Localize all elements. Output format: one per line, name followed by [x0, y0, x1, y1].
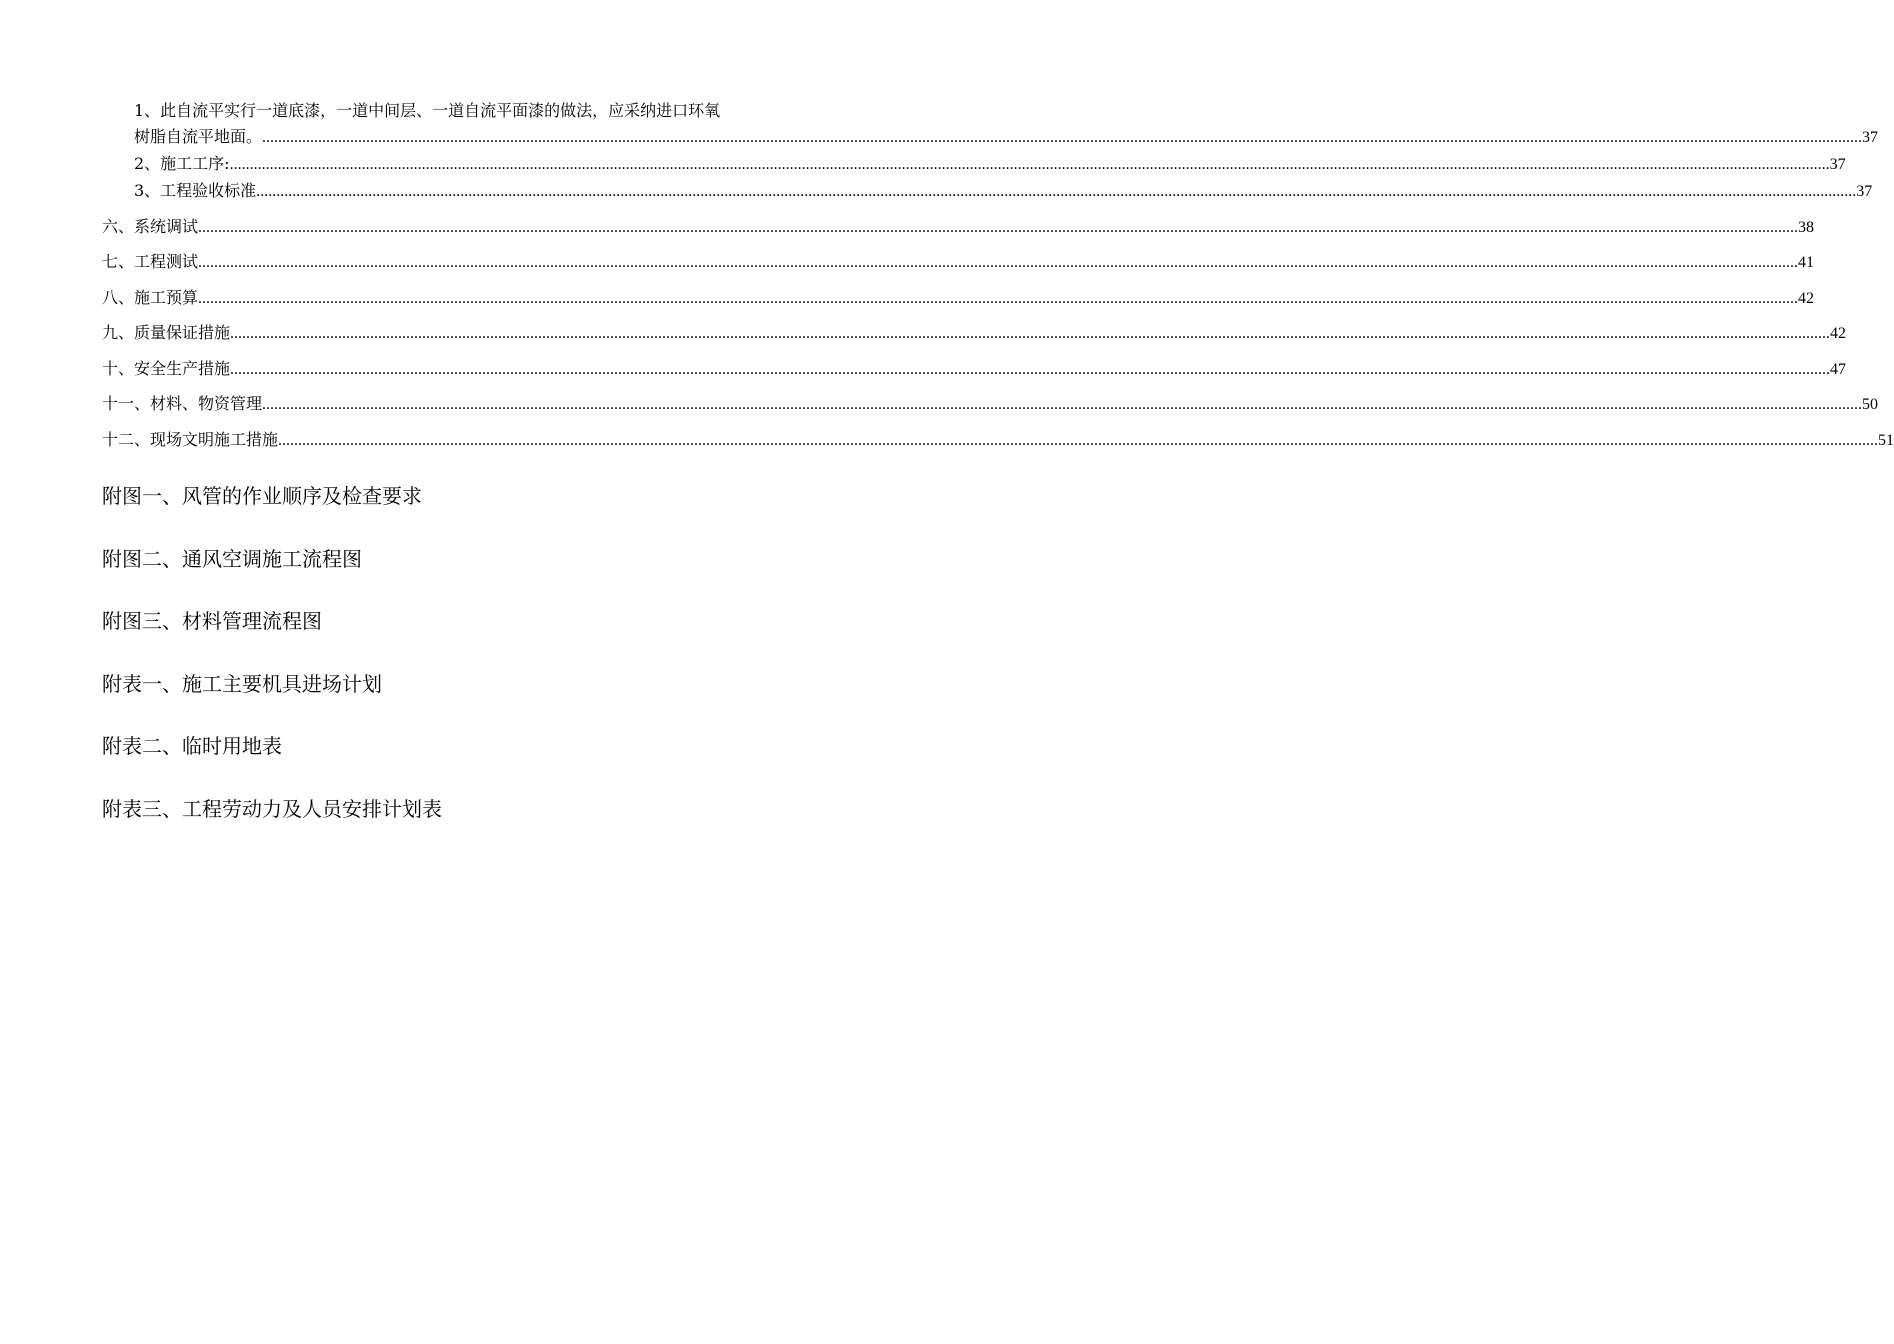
toc-main-entry[interactable]	[102, 214, 1815, 241]
toc-sub-entry[interactable]	[102, 98, 1879, 151]
toc-main-entry[interactable]	[102, 356, 1847, 383]
toc-main-entry[interactable]	[102, 391, 1879, 418]
toc-sub-entry[interactable]	[102, 151, 1846, 178]
toc-leader-dots: ................................................................................................................................................................................................................................................................................................................................................................................................................	[198, 218, 1799, 236]
toc-leader-dots: ................................................................................................................................................................................................................................................................................................................................................................................................................	[230, 325, 1831, 342]
toc-entry-title: 七、工程测试	[102, 252, 199, 271]
appendix-figure-2: 附图二、通风空调施工流程图	[102, 546, 362, 571]
toc-page-number: 38	[1798, 218, 1815, 236]
toc-main-entry[interactable]	[102, 285, 1815, 312]
toc-entry-title: 2、施工工序:	[134, 154, 230, 173]
table-of-contents	[102, 98, 1894, 454]
toc-page-number: 37	[1856, 183, 1873, 200]
toc-entry-title-line1: 1、此自流平实行一道底漆，一道中间层、一道自流平面漆的做法，应采纳进口环氧	[134, 101, 721, 120]
toc-main-entry[interactable]	[102, 320, 1847, 347]
appendix-list	[102, 482, 850, 858]
toc-page-number: 42	[1798, 289, 1815, 307]
toc-page-number: 42	[1830, 325, 1847, 342]
toc-main-entry[interactable]	[102, 427, 1894, 454]
toc-page-number: 37	[1829, 156, 1846, 173]
toc-sub-entry[interactable]	[102, 178, 1873, 205]
toc-page-number: 47	[1830, 360, 1847, 378]
toc-page-number: 41	[1798, 254, 1815, 271]
toc-main-entry[interactable]	[102, 249, 1815, 276]
toc-page-number: 37	[1862, 129, 1879, 146]
toc-page-number: 50	[1862, 396, 1879, 413]
toc-entry-title: 六、系统调试	[102, 216, 199, 236]
toc-leader-dots: ................................................................................................................................................................................................................................................................................................................................................................................................................	[198, 254, 1799, 271]
appendix-table-1: 附表一、施工主要机具进场计划	[102, 671, 382, 696]
appendix-figure-1: 附图一、风管的作业顺序及检查要求	[102, 484, 422, 508]
toc-leader-dots: ................................................................................................................................................................................................................................................................................................................................................................................................................	[256, 183, 1857, 200]
toc-entry-title: 十、安全生产措施	[102, 358, 231, 378]
toc-entry-title: 十二、现场文明施工措施	[102, 429, 279, 449]
toc-leader-dots: ................................................................................................................................................................................................................................................................................................................................................................................................................	[278, 431, 1879, 449]
toc-page-number: 51	[1878, 431, 1894, 449]
toc-leader-dots: ................................................................................................................................................................................................................................................................................................................................................................................................................	[230, 360, 1831, 378]
appendix-figure-3: 附图三、材料管理流程图	[102, 609, 322, 634]
toc-leader-dots: ................................................................................................................................................................................................................................................................................................................................................................................................................	[198, 289, 1799, 307]
appendix-table-3: 附表三、工程劳动力及人员安排计划表	[102, 796, 442, 821]
toc-leader-dots: ................................................................................................................................................................................................................................................................................................................................................................................................................	[262, 396, 1863, 413]
toc-entry-title: 九、质量保证措施	[102, 323, 231, 342]
toc-leader-dots: ................................................................................................................................................................................................................................................................................................................................................................................................................	[262, 129, 1863, 146]
toc-entry-title: 八、施工预算	[102, 287, 199, 307]
toc-entry-title-line2: 树脂自流平地面。	[134, 127, 263, 146]
toc-entry-title: 十一、材料、物资管理	[102, 394, 263, 413]
toc-entry-title: 3、工程验收标准	[134, 181, 257, 200]
appendix-table-2: 附表二、临时用地表	[102, 734, 282, 759]
toc-leader-dots: ................................................................................................................................................................................................................................................................................................................................................................................................................	[229, 156, 1830, 173]
